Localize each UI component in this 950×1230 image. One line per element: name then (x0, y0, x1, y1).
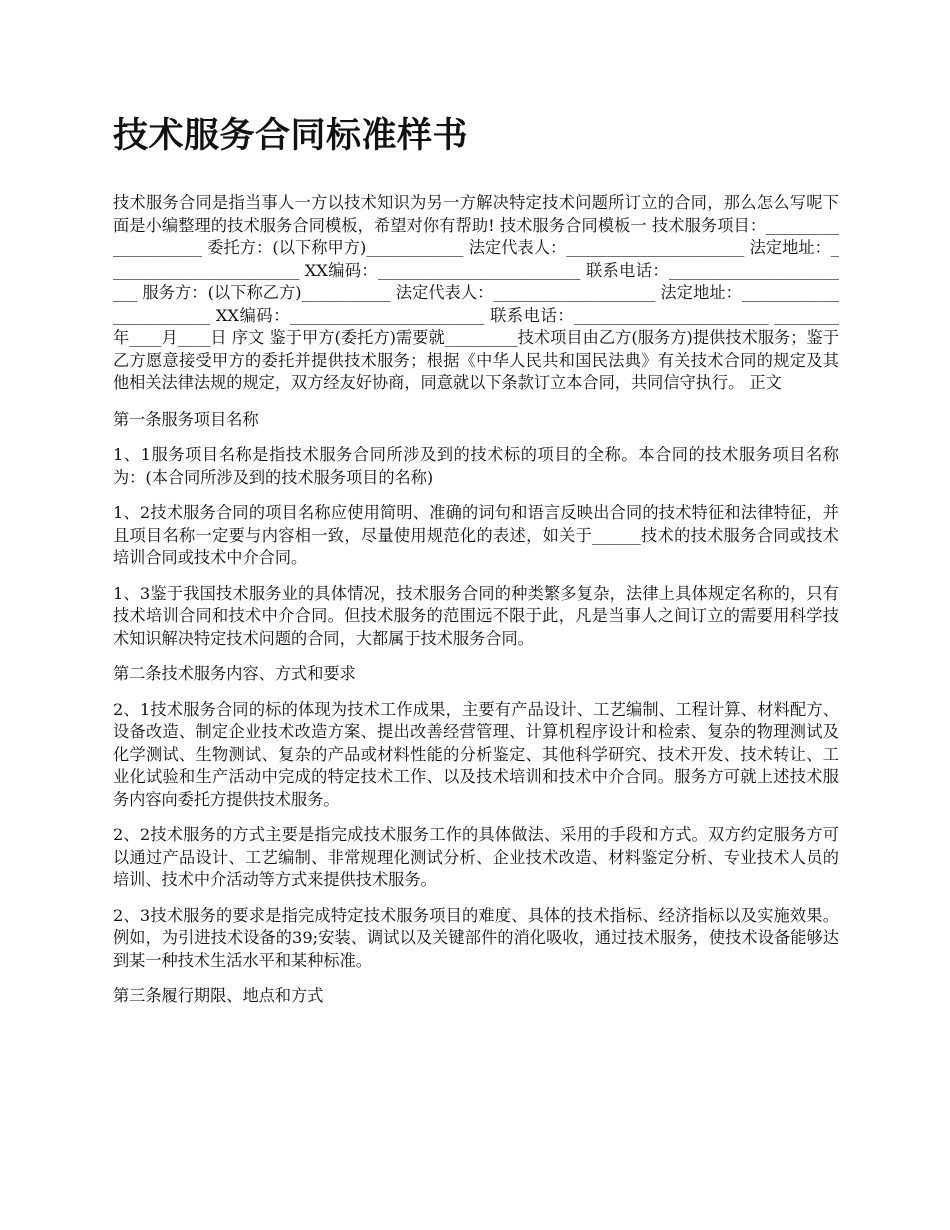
section-1-paragraph-1: 1、1服务项目名称是指技术服务合同所涉及到的技术标的项目的全称。本合同的技术服务项目名称为：(本合同所涉及到的技术服务项目的名称) (113, 445, 839, 487)
intro-paragraph: 技术服务合同是指当事人一方以技术知识为另一方解决特定技术问题所订立的合同，那么怎么写呢下面是小编整理的技术服务合同模板，希望对你有帮助! 技术服务合同模板一 技术服务项目：____________________ 委托方：(以下称甲方)____________ 法定代表人：______________________ 法定地址：________________________ XX编码：_________________________ 联系电话：________________________ 服务方：(以下称乙方)___________ 法定代表人：____________________ 法定地址：________________________ XX编码：________________________ 联系电话：________________________ ________年____月____日 序文 鉴于甲方(委托方)需要就_________技术项目由乙方(服务方)提供技术服务；鉴于乙方愿意接受甲方的委托并提供技术服务；根据《中华人民共和国民法典》有关技术合同的规定及其他相关法律法规的规定，双方经友好协商，同意就以下条款订立本合同，共同信守执行。 正文 (113, 193, 839, 392)
section-1-paragraph-3: 1、3鉴于我国技术服务业的具体情况，技术服务合同的种类繁多复杂，法律上具体规定名称的，只有技术培训合同和技术中介合同。但技术服务的范围远不限于此，凡是当事人之间订立的需要用科学技术知识解决特定技术问题的合同，大都属于技术服务合同。 (113, 583, 839, 648)
document-title: 技术服务合同标准样书 (113, 116, 469, 156)
section-2-heading: 第二条技术服务内容、方式和要求 (113, 664, 356, 683)
section-3-heading: 第三条履行期限、地点和方式 (113, 986, 324, 1005)
document-page (113, 100, 839, 1021)
section-1-paragraph-2: 1、2技术服务合同的项目名称应使用简明、准确的词句和语言反映出合同的技术特征和法律特征，并且项目名称一定要与内容相一致，尽量使用规范化的表述，如关于______技术的技术服务合同或技术培训合同或技术中介合同。 (113, 503, 839, 567)
section-2-paragraph-2: 2、2技术服务的方式主要是指完成技术服务工作的具体做法、采用的手段和方式。双方约定服务方可以通过产品设计、工艺编制、非常规理化测试分析、企业技术改造、材料鉴定分析、专业技术人员的培训、技术中介活动等方式来提供技术服务。 (113, 825, 839, 889)
section-2-paragraph-3: 2、3技术服务的要求是指完成特定技术服务项目的难度、具体的技术指标、经济指标以及实施效果。例如，为引进技术设备的39;安装、调试以及关键部件的消化吸收，通过技术服务，使技术设备能够达到某一种技术生活水平和某种标准。 (113, 905, 839, 970)
section-1-heading: 第一条服务项目名称 (113, 409, 259, 429)
section-2-paragraph-1: 2、1技术服务合同的标的体现为技术工作成果，主要有产品设计、工艺编制、工程计算、材料配方、设备改造、制定企业技术改造方案、提出改善经营管理、计算机程序设计和检索、复杂的物理测试及化学测试、生物测试、复杂的产品或材料性能的分析鉴定、其他科学研究、技术开发、技术转让、工业化试验和生产活动中完成的特定技术工作、以及技术培训和技术中介合同。服务方可就上述技术服务内容向委托方提供技术服务。 (113, 699, 839, 809)
